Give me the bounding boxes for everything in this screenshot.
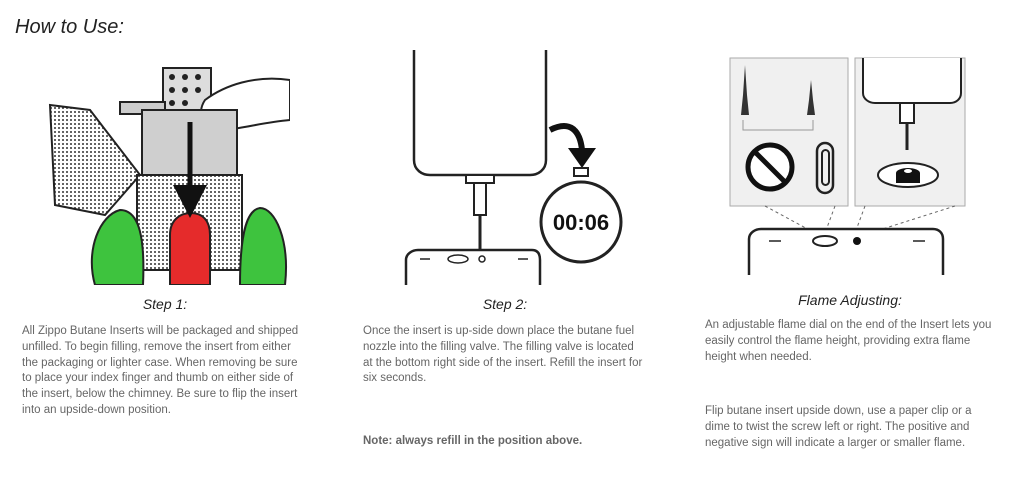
step2-illustration [400,50,630,285]
step1-heading: Step 1: [142,296,188,312]
insert-bottom [406,250,540,285]
lighter-lid [50,105,140,215]
flame-adjusting-description: An adjustable flame dial on the end of the Insert lets you easily control the flame height, providing extra flame height when needed. [705,319,992,363]
step1-illustration [45,50,290,285]
red-finger [170,213,210,285]
step2-heading: Step 2: [482,296,528,312]
green-hand-right [240,208,286,285]
insert-bottom-flame [749,229,943,275]
flame-adjusting-description-2: Flip butane insert upside down, use a paper clip or a dime to twist the screw left or right. The positive and negative sign will indicate a larger or smaller flame. [705,405,972,449]
flame-adjusting-heading: Flame Adjusting: [798,292,902,308]
green-hand-left [92,210,144,285]
no-tool-panel [730,58,848,206]
timer-readout: 00:06 [552,210,610,235]
curved-arrow-icon [550,126,582,150]
flame-adjusting-illustration [725,55,975,275]
step2-note: Note: always refill in the position above. [363,435,583,447]
page-title: How to Use: [15,16,124,38]
step1-description: All Zippo Butane Inserts will be packaged and shipped unfilled. To begin filling, remove the insert from either the packaging or lighter case. When removing be sure to place your index finger and thumb on either side of the insert, below the chimney. Be sure to flip the insert into an upside-down position. [22,325,299,416]
step2-description: Once the insert is up-side down place the butane fuel nozzle into the filling valve. The filling valve is located at the bottom right side of the insert. Refill the insert for six seconds. [363,325,643,385]
butane-can [414,50,546,175]
